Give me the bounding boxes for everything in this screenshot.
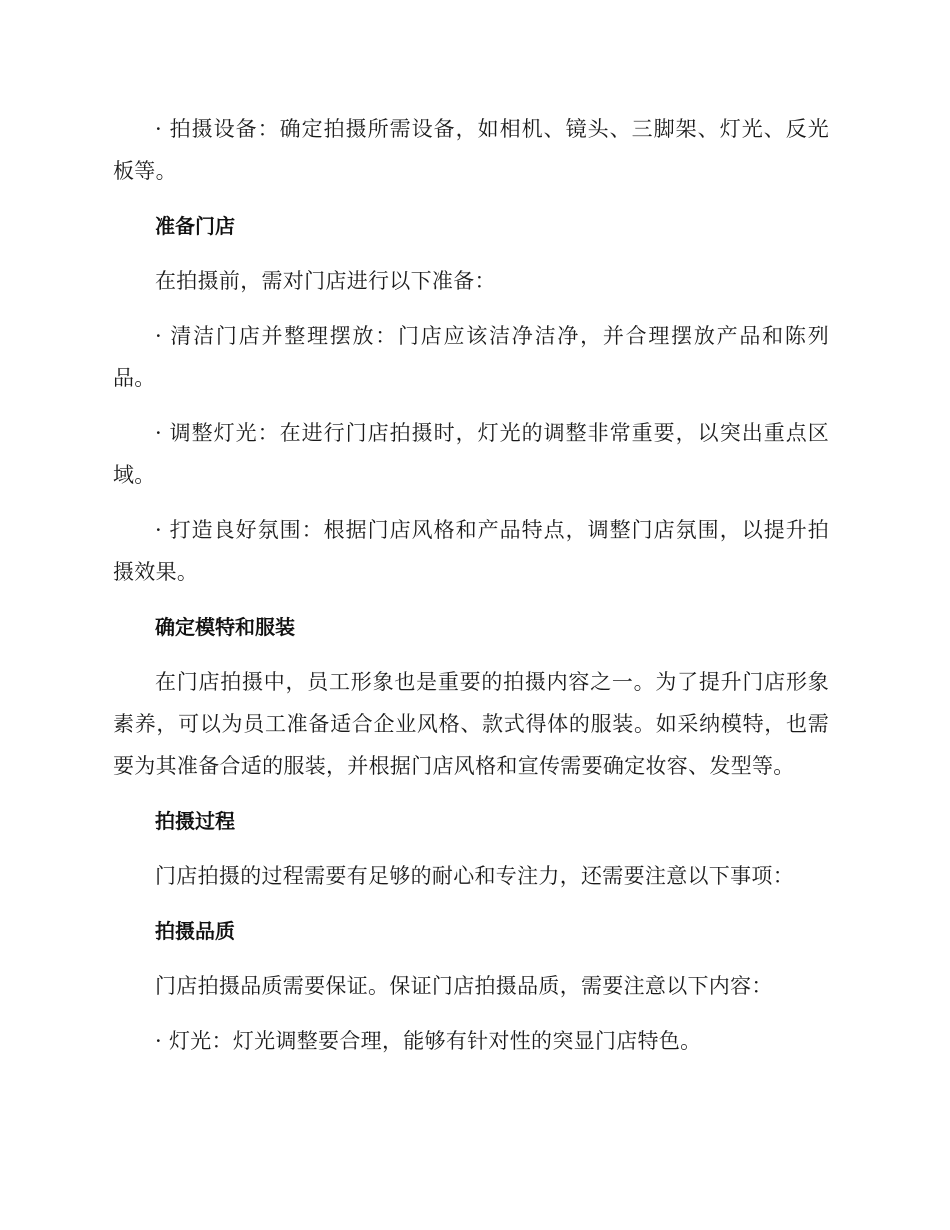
paragraph-shooting-quality: 门店拍摄品质需要保证。保证门店拍摄品质，需要注意以下内容： xyxy=(155,974,773,998)
section-heading-model-clothing: 确定模特和服装 xyxy=(155,615,295,639)
paragraph-model-clothing: 在门店拍摄中，员工形象也是重要的拍摄内容之一。为了提升门店形象素养，可以为员工准备适合企业风格、款式得体的服装。如采纳模特，也需要为其准备合适的服装，并根据门店风格和宣传需要确定妆容、发型等。 xyxy=(113,670,829,778)
section-heading-prepare-store: 准备门店 xyxy=(155,214,235,238)
paragraph-shooting-process: 门店拍摄的过程需要有足够的耐心和专注力，还需要注意以下事项： xyxy=(155,864,794,888)
section-heading-shooting-quality: 拍摄品质 xyxy=(155,919,235,943)
bullet-equipment: · 拍摄设备：确定拍摄所需设备，如相机、镜头、三脚架、灯光、反光板等。 xyxy=(113,117,829,183)
section-heading-shooting-process: 拍摄过程 xyxy=(155,809,235,833)
bullet-clean-store: · 清洁门店并整理摆放：门店应该洁净洁净，并合理摆放产品和陈列品。 xyxy=(113,324,829,390)
bullet-lighting-quality: · 灯光：灯光调整要合理，能够有针对性的突显门店特色。 xyxy=(155,1029,702,1053)
document-page xyxy=(113,108,829,1075)
paragraph-prepare-intro: 在拍摄前，需对门店进行以下准备： xyxy=(155,269,496,293)
bullet-atmosphere: · 打造良好氛围：根据门店风格和产品特点，调整门店氛围，以提升拍摄效果。 xyxy=(113,518,829,584)
bullet-adjust-lighting: · 调整灯光：在进行门店拍摄时，灯光的调整非常重要，以突出重点区域。 xyxy=(113,421,829,487)
